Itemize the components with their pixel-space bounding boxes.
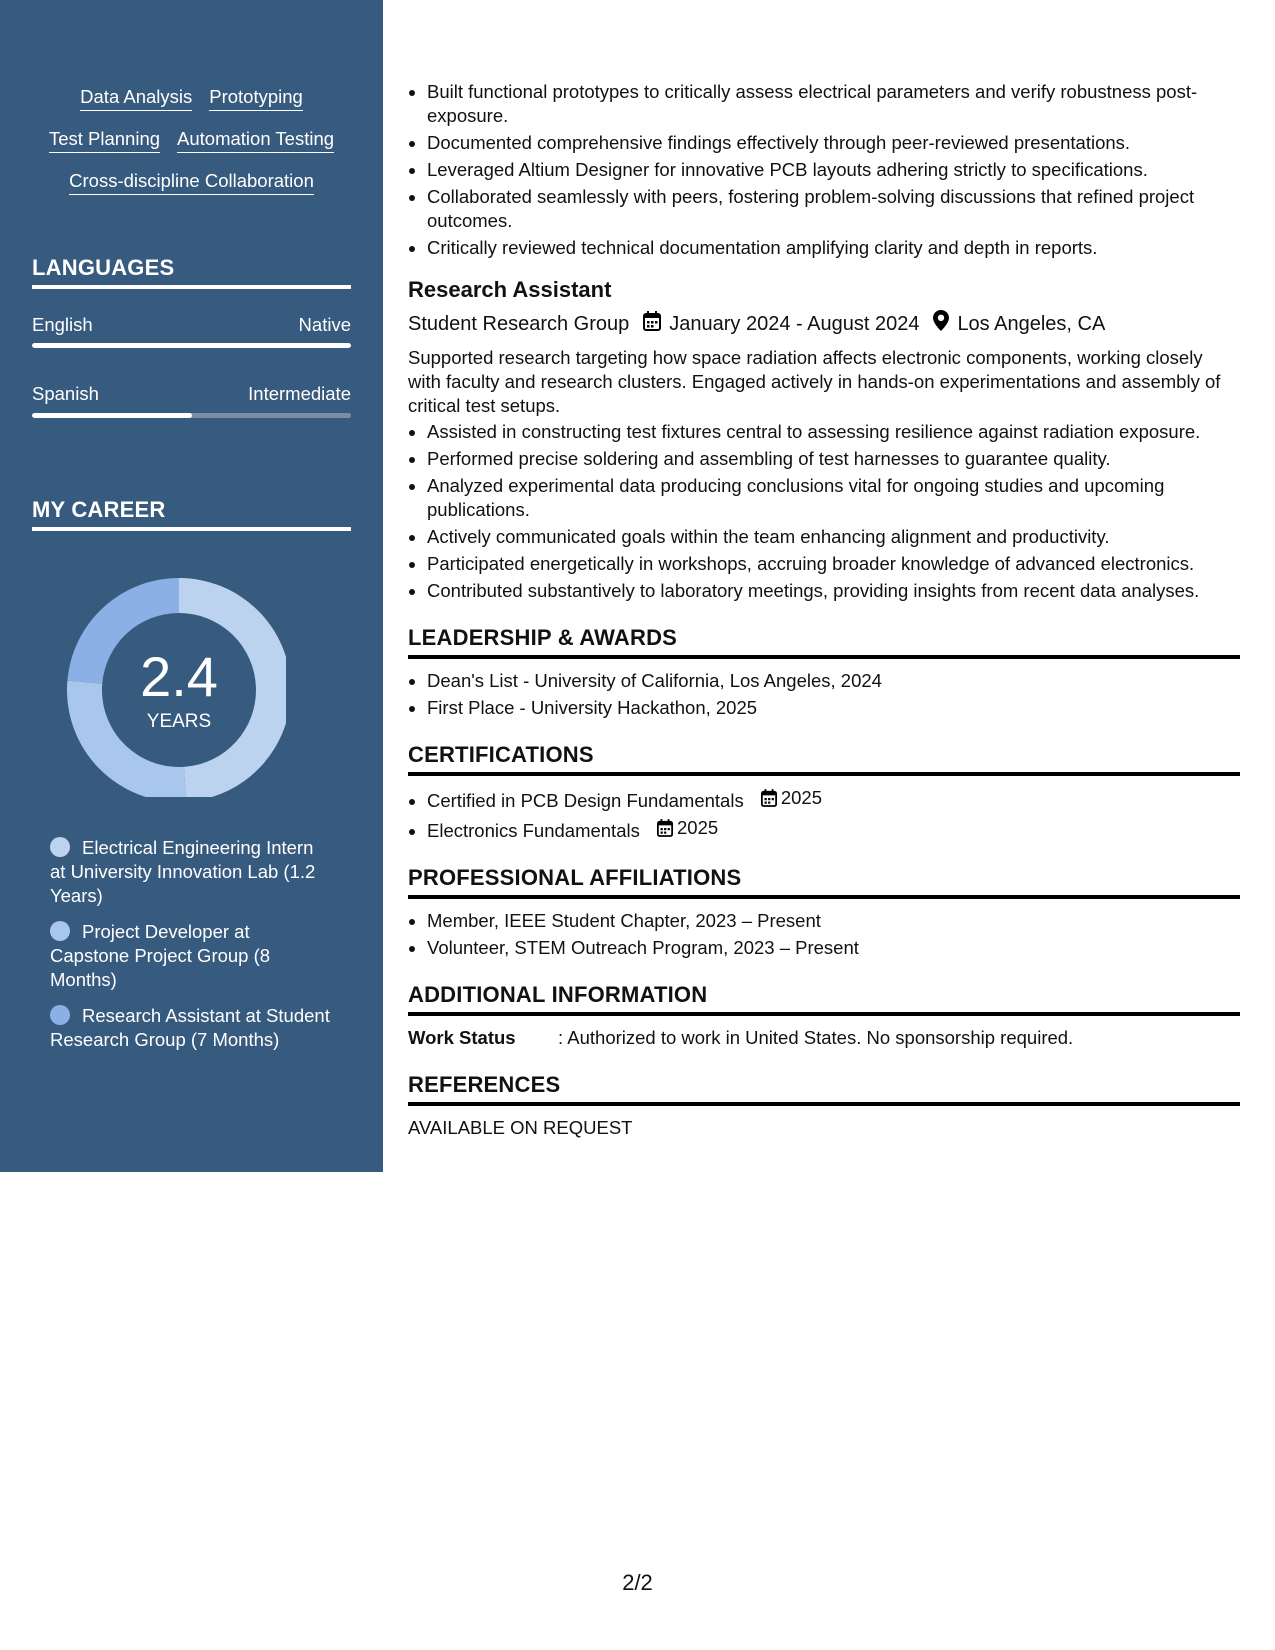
references-text: AVAILABLE ON REQUEST xyxy=(408,1117,633,1138)
language-proficiency-bar xyxy=(32,343,351,348)
list-item: • Analyzed experimental data producing conclusions vital for ongoing studies and upcoming publications. xyxy=(427,474,1240,522)
career-item-text: Electrical Engineering Intern at University Innovation Lab (1.2 Years) xyxy=(50,837,316,906)
career-item xyxy=(50,1004,330,1052)
leadership-list xyxy=(408,669,1240,720)
references-heading: REFERENCES xyxy=(408,1072,1240,1106)
skill-tag: Automation Testing xyxy=(177,128,334,153)
list-item: • Member, IEEE Student Chapter, 2023 – Present xyxy=(427,909,1240,933)
certification-year: 2025 xyxy=(780,787,823,808)
career-item-text: Project Developer at Capstone Project Group (8 Months) xyxy=(50,921,271,990)
career-list xyxy=(50,836,330,1064)
skills-row xyxy=(0,170,383,195)
job-bullets xyxy=(408,420,1240,603)
language-proficiency-bar xyxy=(32,413,351,418)
certifications-list xyxy=(408,786,1240,843)
language-proficiency-fill xyxy=(32,413,192,418)
job-dates: January 2024 - August 2024 xyxy=(669,313,920,335)
list-item xyxy=(427,786,1240,813)
career-legend-dot xyxy=(50,921,70,941)
additional-info-heading: ADDITIONAL INFORMATION xyxy=(408,982,1240,1016)
certification-name: Electronics Fundamentals xyxy=(427,820,640,841)
certification-date xyxy=(761,786,822,810)
work-status-label: Work Status xyxy=(408,1027,516,1048)
language-row xyxy=(32,314,351,336)
career-item xyxy=(50,920,330,992)
career-item-text: Research Assistant at Student Research Group (7 Months) xyxy=(50,1005,330,1050)
job-description: Supported research targeting how space radiation affects electronic components, working closely with faculty and research clusters. Engaged actively in hands-on experimentations and assembly of critical test setups. xyxy=(408,347,1221,416)
job-meta xyxy=(408,310,1240,338)
list-item: • Collaborated seamlessly with peers, fostering problem-solving discussions that refined project outcomes. xyxy=(427,185,1240,233)
list-item: • Volunteer, STEM Outreach Program, 2023 – Present xyxy=(427,936,1240,960)
list-item: • Performed precise soldering and assembling of test harnesses to guarantee quality. xyxy=(427,447,1240,471)
affiliations-heading: PROFESSIONAL AFFILIATIONS xyxy=(408,865,1240,899)
job-title: Research Assistant xyxy=(408,277,612,302)
main-content xyxy=(408,80,1240,1140)
language-level: Intermediate xyxy=(248,383,351,404)
certification-year: 2025 xyxy=(677,817,719,838)
list-item: • First Place - University Hackathon, 2025 xyxy=(427,696,1240,720)
certifications-heading: CERTIFICATIONS xyxy=(408,742,1240,776)
affiliations-list xyxy=(408,909,1240,960)
list-item: • Assisted in constructing test fixtures central to assessing resilience against radiation exposure. xyxy=(427,420,1240,444)
career-heading: MY CAREER xyxy=(32,497,351,531)
skills-row xyxy=(0,86,383,111)
skill-tag: Data Analysis xyxy=(80,86,192,111)
skill-tag: Cross-discipline Collaboration xyxy=(69,170,314,195)
career-item xyxy=(50,836,330,908)
skills-row xyxy=(0,128,383,153)
language-level: Native xyxy=(298,314,351,335)
list-item: • Actively communicated goals within the team enhancing alignment and productivity. xyxy=(427,525,1240,549)
language-name: English xyxy=(32,314,93,335)
career-donut-chart xyxy=(56,567,286,797)
experience-bullets xyxy=(408,80,1240,260)
certification-name: Certified in PCB Design Fundamentals xyxy=(427,790,744,811)
skill-tag: Prototyping xyxy=(209,86,303,111)
career-legend-dot xyxy=(50,1005,70,1025)
list-item: • Critically reviewed technical documentation amplifying clarity and depth in reports. xyxy=(427,236,1240,260)
page-number: 2/2 xyxy=(622,1570,653,1595)
sidebar xyxy=(0,0,383,1172)
job-location: Los Angeles, CA xyxy=(957,313,1106,335)
list-item: • Participated energetically in workshops, accruing broader knowledge of advanced electronics. xyxy=(427,552,1240,576)
list-item: • Contributed substantively to laboratory meetings, providing insights from recent data analyses. xyxy=(427,579,1240,603)
career-legend-dot xyxy=(50,837,70,857)
leadership-heading: LEADERSHIP & AWARDS xyxy=(408,625,1240,659)
language-name: Spanish xyxy=(32,383,99,404)
skill-tag: Test Planning xyxy=(49,128,160,153)
language-proficiency-fill xyxy=(32,343,351,348)
list-item: • Dean's List - University of California, Los Angeles, 2024 xyxy=(427,669,1240,693)
work-status-row xyxy=(408,1026,1240,1050)
languages-heading: LANGUAGES xyxy=(32,255,351,289)
list-item xyxy=(427,816,1240,843)
list-item: • Documented comprehensive findings effectively through peer-reviewed presentations. xyxy=(427,131,1240,155)
calendar-icon xyxy=(761,789,777,807)
language-row xyxy=(32,383,351,405)
job-company: Student Research Group xyxy=(408,313,630,335)
calendar-icon xyxy=(657,819,673,837)
work-status-value: : Authorized to work in United States. No sponsorship required. xyxy=(558,1027,1074,1048)
career-total: 2.4 xyxy=(140,645,218,708)
certification-date xyxy=(657,816,718,840)
list-item: • Leveraged Altium Designer for innovative PCB layouts adhering strictly to specifications. xyxy=(427,158,1240,182)
location-pin-icon xyxy=(933,310,949,338)
list-item: • Built functional prototypes to critically assess electrical parameters and verify robustness post-exposure. xyxy=(427,80,1240,128)
career-unit: YEARS xyxy=(146,711,212,732)
calendar-icon xyxy=(643,311,661,338)
skills-list xyxy=(0,86,383,212)
